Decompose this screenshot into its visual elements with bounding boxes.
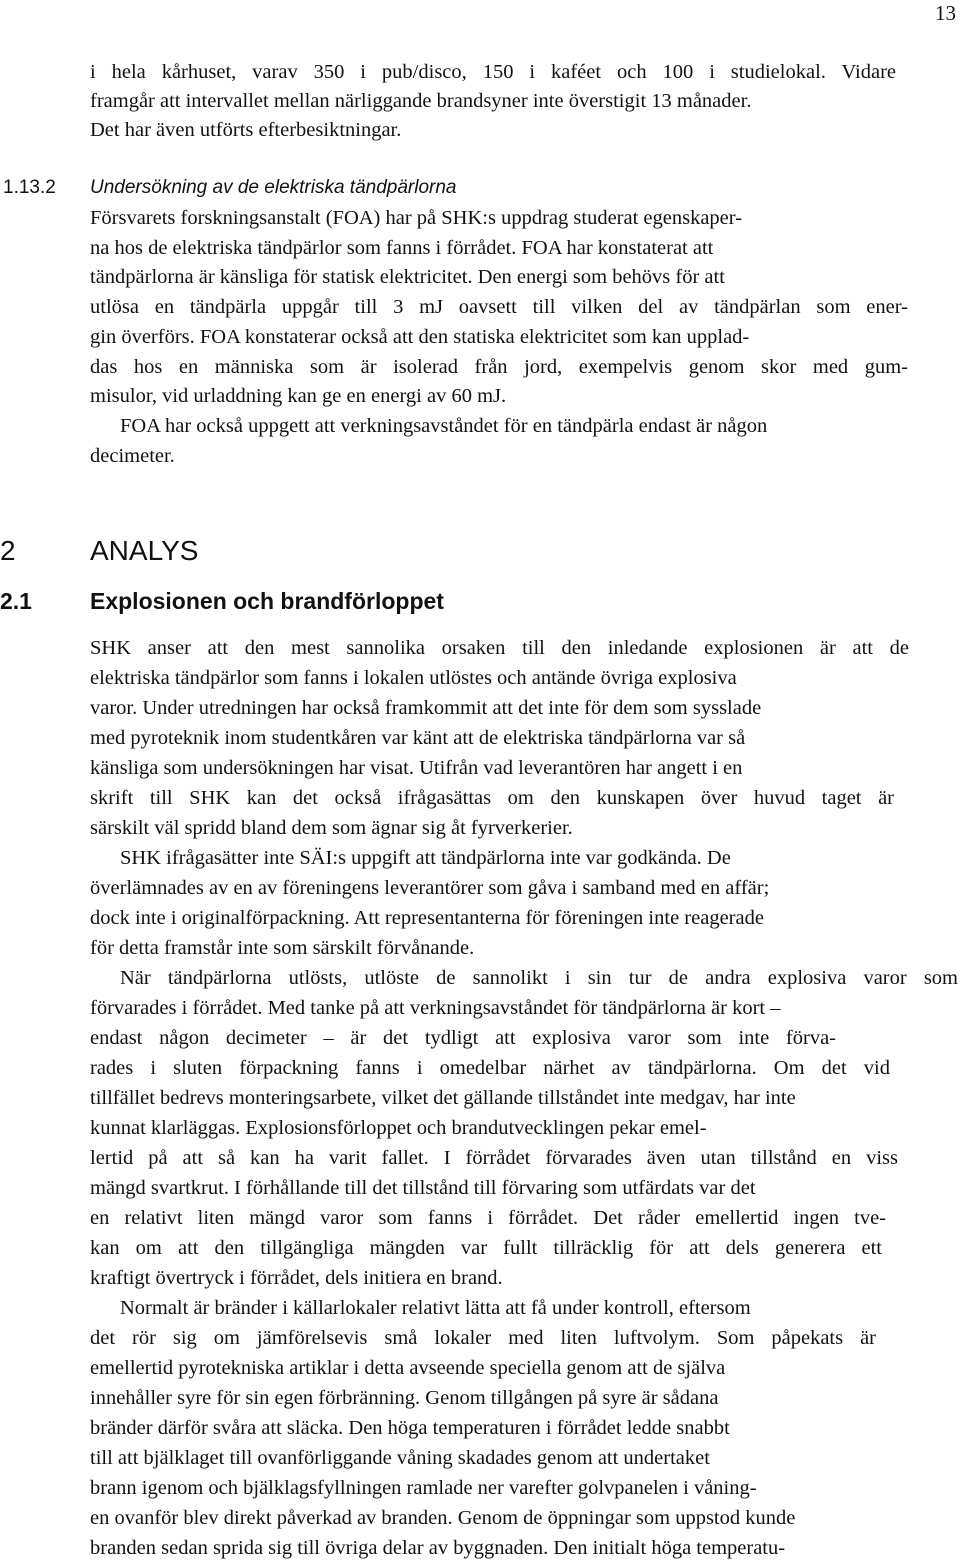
body-text-line: gin överförs. FOA konstaterar också att den statiska elektricitet som kan upplad- xyxy=(90,326,750,348)
subsection-title: Undersökning av de elektriska tändpärlorna xyxy=(90,177,457,198)
section-number: 2.1 xyxy=(0,588,32,614)
body-text-line: brann igenom och bjälklagsfyllningen ramlade ner varefter golvpanelen i våning- xyxy=(90,1477,757,1499)
body-text-line: SHK ifrågasätter inte SÄI:s uppgift att tändpärlorna inte var godkända. De xyxy=(120,847,731,869)
body-text-line: varor. Under utredningen har också framkommit att det inte för dem som sysslade xyxy=(90,697,762,719)
body-text-line: tillfället bedrevs monteringsarbete, vilket det gällande tillståndet inte medgav, har inte xyxy=(90,1087,796,1109)
body-text-line: en ovanför blev direkt påverkad av branden. Genom de öppningar som uppstod kunde xyxy=(90,1507,796,1529)
body-text-line: SHK anser att den mest sannolika orsaken till den inledande explosionen är att de xyxy=(90,637,909,659)
body-text-line: FOA har också uppgett att verkningsavståndet för en tändpärla endast är någon xyxy=(120,415,768,437)
body-text-line: skrift till SHK kan det också ifrågasättas om den kunskapen över huvud taget är xyxy=(90,787,894,809)
body-text-line: na hos de elektriska tändpärlor som fanns i förrådet. FOA har konstaterat att xyxy=(90,237,714,259)
body-text-line: kraftigt övertryck i förrådet, dels initiera en brand. xyxy=(90,1267,503,1289)
body-text-line: innehåller syre för sin egen förbränning. Genom tillgången på syre är sådana xyxy=(90,1387,719,1409)
body-text-line: för detta framstår inte som särskilt förvånande. xyxy=(90,937,475,959)
body-text-line: mängd svartkrut. I förhållande till det tillstånd till förvaring som utfärdats var det xyxy=(90,1177,756,1199)
body-text-line: särskilt väl spridd bland dem som ägnar sig åt fyrverkerier. xyxy=(90,817,573,839)
body-text-line: med pyroteknik inom studentkåren var känt att de elektriska tändpärlorna var så xyxy=(90,727,746,749)
body-text-line: emellertid pyrotekniska artiklar i detta avseende speciella genom att de själva xyxy=(90,1357,726,1379)
body-text-line: i hela kårhuset, varav 350 i pub/disco, 150 i kaféet och 100 i studielokal. Vidare xyxy=(90,61,896,83)
chapter-number: 2 xyxy=(0,535,16,566)
body-text-line: Försvarets forskningsanstalt (FOA) har på SHK:s uppdrag studerat egenskaper- xyxy=(90,207,743,229)
body-text-line: utlösa en tändpärla uppgår till 3 mJ oavsett till vilken del av tändpärlan som ener- xyxy=(90,296,908,318)
body-text-line: framgår att intervallet mellan närliggande brandsyner inte överstigit 13 månader. xyxy=(90,90,752,112)
body-text-line: lertid på att så kan ha varit fallet. I förrådet förvarades även utan tillstånd en viss xyxy=(90,1147,898,1169)
body-text-line: endast någon decimeter – är det tydligt att explosiva varor som inte förva- xyxy=(90,1027,836,1049)
chapter-title: ANALYS xyxy=(90,535,199,566)
body-text-line: det rör sig om jämförelsevis små lokaler med liten luftvolym. Som påpekats är xyxy=(90,1327,876,1349)
page-number: 13 xyxy=(935,1,956,25)
body-text-line: elektriska tändpärlor som fanns i lokalen utlöstes och antände övriga explosiva xyxy=(90,667,737,689)
body-text-line: branden sedan sprida sig till övriga delar av byggnaden. Den initialt höga temperatu- xyxy=(90,1537,786,1559)
body-text-line: överlämnades av en av föreningens leverantörer som gåva i samband med en affär; xyxy=(90,877,770,899)
body-text-line: Det har även utförts efterbesiktningar. xyxy=(90,119,402,141)
body-text-line: misulor, vid urladdning kan ge en energi av 60 mJ. xyxy=(90,385,507,407)
body-text-line: kunnat klarläggas. Explosionsförloppet och brandutvecklingen pekar emel- xyxy=(90,1117,707,1139)
body-text-line: tändpärlorna är känsliga för statisk elektricitet. Den energi som behövs för att xyxy=(90,266,725,288)
subsection-number: 1.13.2 xyxy=(3,177,56,198)
body-text-line: bränder därför svåra att släcka. Den höga temperaturen i förrådet ledde snabbt xyxy=(90,1417,730,1439)
body-text-line: kan om att den tillgängliga mängden var fullt tillräcklig för att dels generera ett xyxy=(90,1237,882,1259)
body-text-line: dock inte i originalförpackning. Att representanterna för föreningen inte reagerade xyxy=(90,907,764,929)
body-text-line: das hos en människa som är isolerad från jord, exempelvis genom skor med gum- xyxy=(90,356,908,378)
body-text-line: till att bjälklaget till ovanförliggande våning skadades genom att undertaket xyxy=(90,1447,710,1469)
body-text-line: decimeter. xyxy=(90,445,175,467)
body-text-line: en relativt liten mängd varor som fanns i förrådet. Det råder emellertid ingen tve- xyxy=(90,1207,886,1229)
body-text-line: rades i sluten förpackning fanns i omedelbar närhet av tändpärlorna. Om det vid xyxy=(90,1057,890,1079)
section-title: Explosionen och brandförloppet xyxy=(90,588,444,614)
body-text-line: känsliga som undersökningen har visat. Utifrån vad leverantören har angett i en xyxy=(90,757,743,779)
body-text-line: förvarades i förrådet. Med tanke på att verkningsavståndet för tändpärlorna är kort – xyxy=(90,997,781,1019)
body-text-line: När tändpärlorna utlösts, utlöste de sannolikt i sin tur de andra explosiva varor som xyxy=(120,967,958,989)
body-text-line: Normalt är bränder i källarlokaler relativt lätta att få under kontroll, eftersom xyxy=(120,1297,751,1319)
